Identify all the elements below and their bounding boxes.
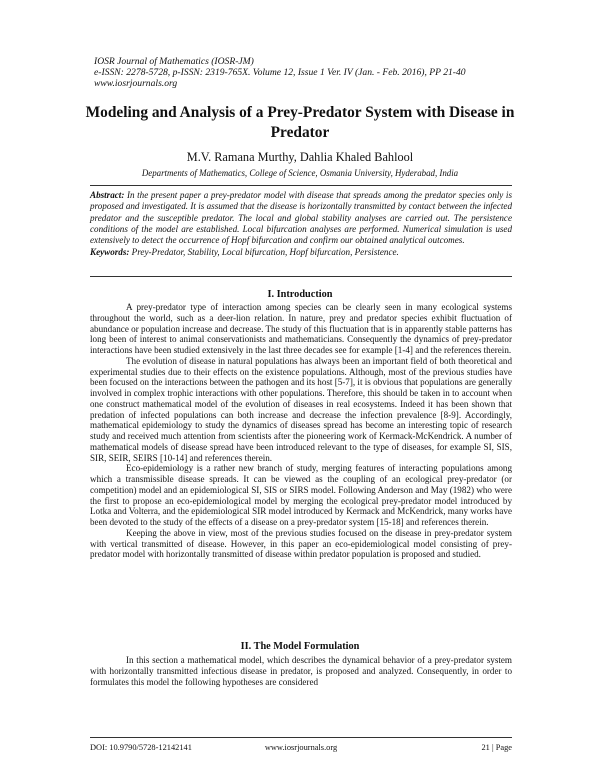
intro-paragraph-4: Keeping the above in view, most of the previous studies focused on the disease in prey-predator system with vertical transmitted of disease. However, in this paper an eco-epidemiological model consisting of prey-predator model with horizontally transmitted of disease within predator population is proposed and studied.: [90, 527, 512, 560]
issn-line: e-ISSN: 2278-5728, p-ISSN: 2319-765X. Volume 12, Issue 1 Ver. IV (Jan. - Feb. 2016), PP 21-40: [94, 67, 466, 79]
paper-authors: M.V. Ramana Murthy, Dahlia Khaled Bahlool: [186, 150, 414, 164]
section-heading-introduction: I. Introduction: [267, 289, 333, 300]
keywords-text: Prey-Predator, Stability, Local bifurcation, Hopf bifurcation, Persistence.: [129, 247, 399, 258]
footer-doi: DOI: 10.9790/5728-12142141: [90, 743, 192, 752]
abstract: [90, 190, 512, 246]
page-footer: [90, 737, 512, 757]
intro-paragraph-2: The evolution of disease in natural populations has always been an important field of both theoretical and experimental studies due to their effects on the existence populations. Although, most of the previous studies have been focused on the interactions between the pathogen and its host [5-7], it is obvious that populations are generally involved in complex trophic interactions with other populations. Therefore, this should be taken in to account when one construct mathematical model of the evolution of diseases in real ecosystems. Indeed it has been shown that predation of infected populations can both increase and decrease the infection prevalence [8-9]. Accordingly, mathematical epidemiology to study the dynamics of diseases spread has become an interesting topic of research study and received much attention from scientists after the pioneering work of Kermack-McKendrick. A number of mathematical models of disease spread have been introduced relevant to the type of diseases, for example SI, SIS, SIR, SEIR, SEIRS [10-14] and references therein.: [90, 355, 512, 463]
intro-paragraph-1: A prey-predator type of interaction among species can be clearly seen in many ecological systems throughout the world, such as a deer-lion relation. In nature, prey and predator species exhibit fluctuation of abundance or population increase and decrease. The study of this fluctuation that is in apparently stable patterns has long been of interest to animal conservationists and mathematicians. Consequently the dynamics of prey-predator interactions have been studied extensively in the last three decades see for example [1-4] and the references therein.: [90, 302, 512, 355]
journal-website[interactable]: www.iosrjournals.org: [94, 78, 178, 90]
abstract-label: Abstract:: [90, 190, 125, 200]
keywords-label: Keywords:: [90, 247, 130, 258]
introduction-body: [90, 302, 512, 560]
paper-title: Modeling and Analysis of a Prey-Predator System with Disease in Predator: [85, 104, 515, 141]
model-formulation-body: [90, 655, 512, 687]
section-heading-model-formulation: II. The Model Formulation: [240, 641, 360, 652]
abstract-text: In the present paper a prey-predator model with disease that spreads among the predator species only is proposed and investigated. It is assumed that the disease is horizontally transmitted by contact between the infected predator and the susceptible predator. The local and global stability analyses are carried out. The persistence conditions of the model are established. Local bifurcation analyses are performed. Numerical simulation is used extensively to detect the occurrence of Hopf bifurcation and confirm our obtained analytical outcomes.: [90, 190, 512, 246]
model-paragraph-1: In this section a mathematical model, which describes the dynamical behavior of a prey-predator system with horizontally transmitted infectious disease in predator, is proposed and analyzed. Consequently, in order to formulates this model the following hypotheses are considered: [90, 655, 512, 687]
author-affiliation: Departments of Mathematics, College of Science, Osmania University, Hyderabad, India: [141, 168, 459, 178]
keywords: [90, 247, 512, 258]
journal-name: IOSR Journal of Mathematics (IOSR-JM): [94, 56, 254, 67]
footer-website[interactable]: www.iosrjournals.org: [264, 743, 338, 752]
footer-page-number: 21 | Page: [481, 743, 512, 752]
journal-header: [94, 56, 524, 90]
intro-paragraph-3: Eco-epidemiology is a rather new branch of study, merging features of interacting populations among which a transmissible disease spreads. It can be viewed as the coupling of an ecological prey-predator (or competition) model and an epidemiological SI, SIS or SIRS model. Following Anderson and May (1982) who were the first to propose an eco-epidemiological model by merging the ecological prey-predator model introduced by Lotka and Volterra, and the epidemiological SIR model introduced by Kermack and McKendrick, many works have been devoted to the study of the effects of a disease on a prey-predator system [15-18] and references therein.: [90, 463, 512, 527]
abstract-section: [90, 185, 512, 277]
